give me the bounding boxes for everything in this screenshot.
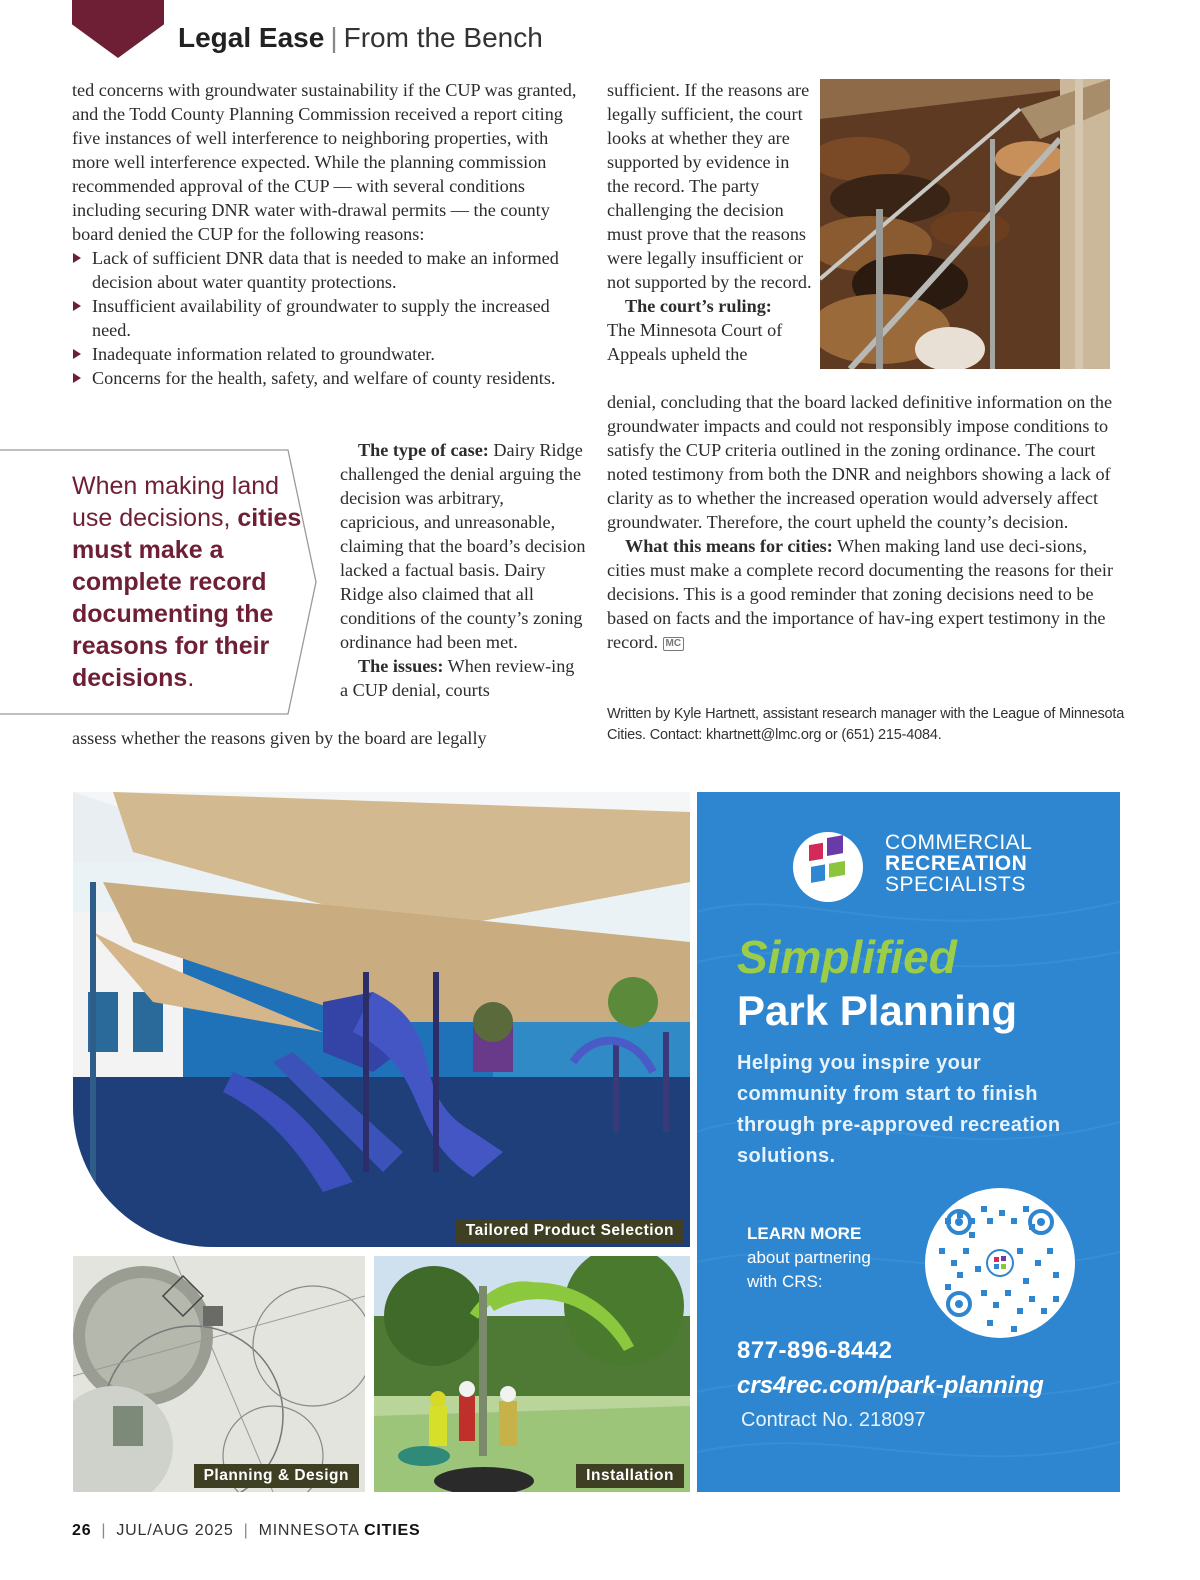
list-item: Insufficient availability of groundwater to supply the increased need.	[72, 294, 584, 342]
ad-installation-photo	[374, 1256, 690, 1492]
means-paragraph: What this means for cities: When making land use deci-sions, cities must make a complete record documenting the reasons for their decisions. This is a good reminder that zoning decisions need to be based on facts and the importance of hav-ing expert testimony in the record. MC	[607, 536, 1114, 652]
bullet-icon	[73, 253, 81, 263]
issues-heading: The issues:	[358, 656, 444, 676]
pull-quote-lead: When making land use decisions,	[72, 472, 280, 532]
issues-paragraph: The issues: When review-ing a CUP denial, courts	[340, 656, 575, 700]
ad-playground-photo	[73, 792, 690, 1247]
ad-website-link[interactable]: crs4rec.com/park-planning	[737, 1372, 1044, 1399]
list-item: Inadequate information related to groundwater.	[72, 342, 584, 366]
ad-headline-simplified: Simplified	[737, 931, 957, 983]
pull-quote-emphasis: cities must make a complete record documenting the reasons for their decisions	[72, 504, 302, 692]
ruling-short: The Minnesota Court of Appeals upheld the	[607, 320, 783, 364]
means-heading: What this means for cities:	[625, 536, 833, 556]
ruling-heading-line	[607, 294, 813, 318]
publication-name: MINNESOTA	[258, 1522, 359, 1539]
header-section: Legal Ease	[178, 22, 325, 53]
caption-plan: Planning & Design	[194, 1464, 359, 1488]
article-col2	[607, 390, 1123, 654]
ad-contract-number: Contract No. 218097	[741, 1409, 926, 1431]
pull-quote	[0, 448, 320, 716]
page-number: 26	[72, 1522, 92, 1539]
section-corner-tab	[72, 0, 164, 58]
learn-more-text: LEARN MORE about partnering with CRS:	[747, 1224, 871, 1291]
col1-intro: ted concerns with groundwater sustainability if the CUP was granted, and the Todd County Planning Commission received a report citing five instances of well interference to neighboring properties, with more well interference expected. While the planning commission recommended approval of the CUP — with several conditions including securing DNR water with-drawal permits — the county board denied the CUP for the following reasons:	[72, 80, 577, 244]
caption-main: Tailored Product Selection	[456, 1219, 684, 1243]
issues-continued: assess whether the reasons given by the board are legally	[72, 728, 487, 748]
case-paragraph: The type of case: Dairy Ridge challenged the denial arguing the decision was arbitrary, capricious, and unreasonable, claiming that the board’s decision lacked a factual basis. Dairy Ridge also claimed that all conditions of the county’s zoning ordinance had been met.	[340, 440, 586, 652]
bullet-icon	[73, 301, 81, 311]
article-col2-narrow	[607, 78, 813, 366]
crs-ad-panel	[697, 792, 1120, 1492]
bullet-icon	[73, 349, 81, 359]
ruling-long: denial, concluding that the board lacked definitive information on the groundwater impacts and could not responsibly impose conditions to satisfy the CUP criteria outlined in the zoning ordinance. The court noted testimony from both the DNR and neighbors showing a lack of clarity as to whether the increased operation would adversely affect groundwater. Therefore, the court upheld the county’s decision.	[607, 392, 1113, 532]
caption-install: Installation	[576, 1464, 684, 1488]
ad-headline-park-planning: Park Planning	[737, 987, 1018, 1034]
ruling-heading: The court’s ruling:	[625, 296, 772, 316]
ad-subhead: Helping you inspire your community from start to finish through pre-approved recreation solutions.	[737, 1052, 1061, 1167]
byline: Written by Kyle Hartnett, assistant research manager with the League of Minnesota Cities. Contact: khartnett@lmc.org or (651) 215-4084.	[607, 706, 1125, 743]
cattle-feedlot-photo	[820, 79, 1110, 369]
list-item: Concerns for the health, safety, and welfare of county residents.	[72, 366, 584, 390]
running-header	[178, 22, 543, 54]
article-col1-narrow	[340, 438, 586, 702]
end-mark-icon: MC	[663, 637, 685, 651]
ad-phone-number[interactable]: 877-896-8442	[737, 1337, 893, 1364]
article-col1	[72, 78, 584, 390]
ad-planning-photo	[73, 1256, 365, 1492]
header-separator: |	[330, 22, 338, 53]
case-heading: The type of case:	[358, 440, 489, 460]
col2-top: sufficient. If the reasons are legally sufficient, the court looks at whether they are supported by evidence in the record. The party challenging the decision must prove that the reasons were legally insufficient or not supported by the record.	[607, 80, 812, 292]
publication-name-bold: CITIES	[364, 1522, 421, 1539]
header-subsection: From the Bench	[343, 22, 543, 53]
page-footer: 26 | JUL/AUG 2025 | MINNESOTA CITIES	[72, 1522, 421, 1539]
list-item: Lack of sufficient DNR data that is needed to make an informed decision about water quantity protections.	[72, 246, 584, 294]
reasons-list	[72, 246, 584, 390]
bullet-icon	[73, 373, 81, 383]
crs-company-name: COMMERCIAL RECREATION SPECIALISTS	[885, 831, 1033, 896]
qr-code-icon[interactable]	[925, 1188, 1075, 1338]
pull-quote-text: When making land use decisions, cities must make a complete record documenting the reasons for their decisions.	[72, 472, 302, 692]
issue-date: JUL/AUG 2025	[116, 1522, 234, 1539]
crs-logo-icon	[793, 832, 863, 902]
